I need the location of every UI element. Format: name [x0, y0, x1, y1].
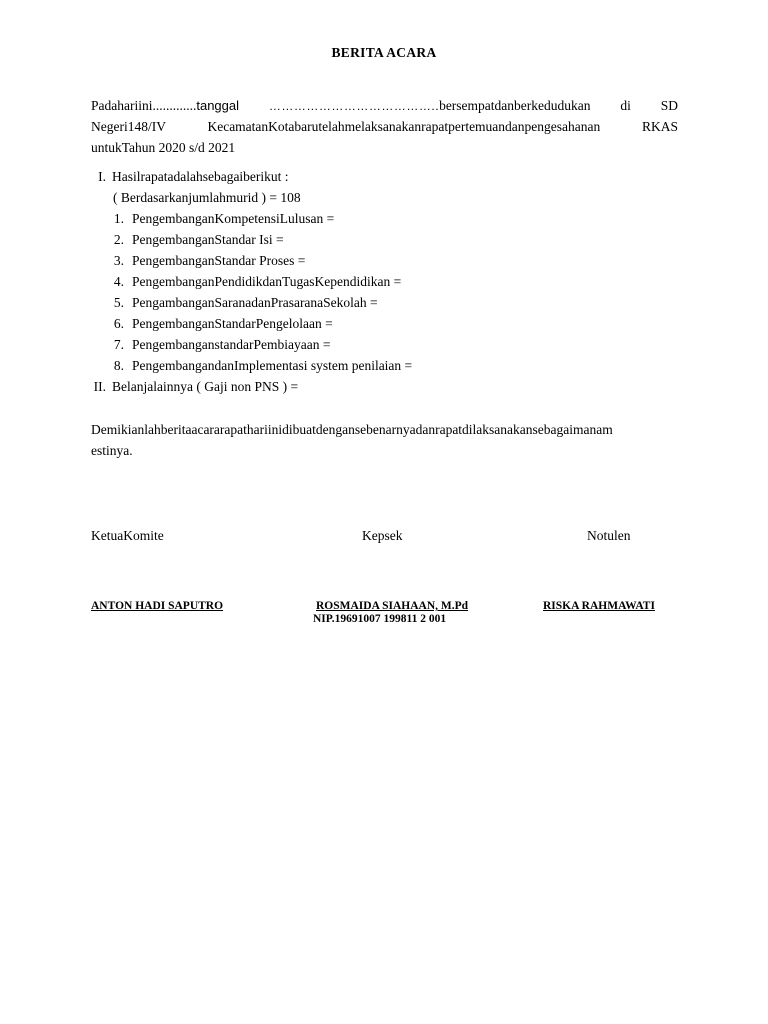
- name-notulen: RISKA RAHMAWATI: [543, 600, 655, 612]
- section-1-text: Hasilrapatadalahsebagaiberikut :: [112, 169, 289, 184]
- intro-dots: …………………………………..: [268, 99, 440, 113]
- list-item: [108, 210, 334, 228]
- name-ketua-komite: ANTON HADI SAPUTRO: [91, 600, 224, 612]
- list-item-number: 5.: [113, 295, 124, 310]
- list-item: [108, 273, 401, 291]
- list-item-number: 7.: [113, 337, 124, 352]
- list-item-text: PengambanganSaranadanPrasaranaSekolah =: [132, 295, 378, 310]
- section-1-subtext: ( Berdasarkanjumlahmurid ) = 108: [113, 190, 301, 205]
- list-item: [108, 231, 284, 249]
- list-item-text: PengembangandanImplementasi system penilaian =: [132, 358, 413, 373]
- document-title: BERITA ACARA: [331, 45, 437, 60]
- list-item: [108, 294, 378, 312]
- list-item: [108, 315, 333, 333]
- list-item-text: PengembanganKompetensiLulusan =: [132, 211, 335, 226]
- intro-hari: Padahariini.............: [91, 98, 197, 113]
- intro-line-3: untukTahun 2020 s/d 2021: [91, 140, 236, 155]
- list-item-number: 1.: [113, 211, 124, 226]
- name-kepsek: ROSMAIDA SIAHAAN, M.Pd: [316, 600, 469, 612]
- list-item-number: 4.: [113, 274, 124, 289]
- list-item-text: PengembanganStandar Isi =: [132, 232, 284, 247]
- closing-line-1: Demikianlahberitaacararapathariinidibuatdengansebenarnyadanrapatdilaksanakansebagaimanam: [91, 422, 613, 437]
- list-item-number: 3.: [113, 253, 124, 268]
- list-item-text: PengembanganStandarPengelolaan =: [132, 316, 333, 331]
- nip-kepsek: NIP.19691007 199811 2 001: [313, 613, 447, 625]
- closing-line-2: estinya.: [91, 443, 133, 458]
- list-item: [108, 252, 305, 270]
- section-2-text: Belanjalainnya ( Gaji non PNS ) =: [112, 379, 299, 394]
- section-1-label: I.: [98, 169, 106, 184]
- section-2-heading: [84, 378, 298, 396]
- section-2-label: II.: [93, 379, 106, 394]
- intro-tempat: bersempatdanberkedudukan di SD: [439, 98, 679, 113]
- section-1-heading: [84, 168, 289, 186]
- list-item: [108, 336, 330, 354]
- list-item-text: PengembanganPendidikdanTugasKependidikan =: [132, 274, 402, 289]
- role-kepsek: Kepsek: [362, 528, 403, 543]
- list-item: [108, 357, 412, 375]
- list-item-number: 2.: [113, 232, 124, 247]
- list-item-number: 6.: [113, 316, 124, 331]
- role-notulen: Notulen: [587, 528, 631, 543]
- intro-line-2: Negeri148/IV KecamatanKotabarutelahmelaksanakanrapatpertemuandanpengesahanan RKAS: [91, 119, 678, 134]
- role-ketua-komite: KetuaKomite: [91, 528, 164, 543]
- list-item-number: 8.: [113, 358, 124, 373]
- intro-tanggal: tanggal: [196, 98, 240, 113]
- list-item-text: PengembanganstandarPembiayaan =: [132, 337, 331, 352]
- list-item-text: PengembanganStandar Proses =: [132, 253, 306, 268]
- intro-line-1: [91, 97, 678, 115]
